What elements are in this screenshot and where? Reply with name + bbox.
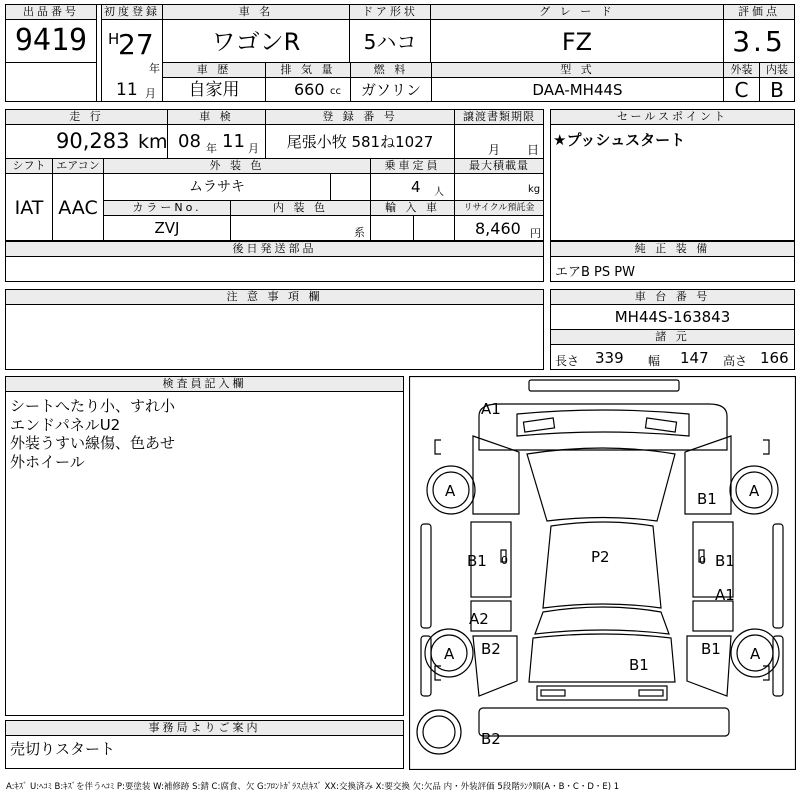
inspection-label: 車 検: [167, 109, 266, 125]
length-label: 長さ: [555, 354, 580, 368]
mark-right-front-fender: B1: [697, 490, 717, 508]
era: H: [108, 30, 120, 48]
color-no-label: カラーNo.: [103, 200, 231, 216]
fuel: ガソリン: [350, 77, 432, 102]
later-parts-label: 後日発送部品: [5, 241, 544, 257]
mark-trunk: B1: [629, 656, 649, 674]
chassis-number: MH44S-163843: [550, 304, 795, 330]
exterior-color-extra: [330, 173, 371, 201]
damage-diagram: [409, 376, 796, 770]
sales-point-label: セールスポイント: [550, 109, 795, 125]
caution-box: [5, 304, 544, 370]
mark-right-front-door: B1: [715, 552, 735, 570]
transfer-docs-label: 譲渡書類期限: [454, 109, 544, 125]
plate: 尾張小牧 581ね1027: [265, 124, 455, 159]
interior-color-cell: [230, 215, 371, 241]
interior-grade-label: 内装: [759, 62, 795, 78]
lot-blank: [5, 62, 97, 102]
chassis-label: 車 台 番 号: [550, 289, 795, 305]
mark-right-rear-wheel: A: [750, 645, 761, 663]
inspector-line-4: 外ホイール: [10, 453, 85, 471]
headlight-left: [523, 418, 554, 432]
door-type-label: ドア形状: [349, 4, 431, 20]
diagram-frame: [410, 377, 796, 770]
transfer-day-unit: 日: [527, 143, 540, 157]
color-no: ZVJ: [103, 215, 231, 241]
rear-glass-shape: [535, 607, 669, 634]
right-rear-door-shape: [693, 601, 733, 631]
mark-left-rear-door: A2: [469, 610, 489, 628]
dimensions-label: 諸 元: [550, 329, 795, 345]
equipment-text: エアB PS PW: [555, 265, 635, 280]
car-name-label: 車 名: [162, 4, 350, 20]
inspection-year-unit: 年: [206, 142, 217, 155]
dimensions-box: [550, 344, 795, 370]
inspector-line-1: シートへたり小、すれ小: [10, 397, 176, 415]
aircon: AAC: [52, 173, 104, 241]
headlight-right: [645, 418, 676, 432]
model-label: 型 式: [431, 62, 724, 78]
exterior-color-label: 外 装 色: [103, 158, 371, 174]
car-name: ワゴンR: [162, 19, 350, 63]
caution-label: 注 意 事 項 欄: [5, 289, 544, 305]
capacity-label: 乗車定員: [370, 158, 455, 174]
import-cell-b: [413, 215, 455, 241]
exterior-grade: C: [723, 77, 760, 102]
capacity-unit: 人: [434, 187, 444, 198]
inspector-line-3: 外装うすい線傷、色あせ: [10, 434, 176, 452]
mark-rear-bumper: B2: [481, 730, 501, 748]
width-label: 幅: [648, 354, 661, 368]
left-sill: [421, 524, 431, 628]
recycle-fee-label: リサイクル預託金: [454, 200, 544, 216]
height: 166: [760, 349, 789, 367]
shift: IAT: [5, 173, 53, 241]
transfer-month-unit: 月: [488, 143, 501, 157]
rear-light-right: [639, 690, 663, 696]
grade: FZ: [430, 19, 724, 63]
door-type: 5ハコ: [349, 19, 431, 63]
max-load-label: 最大積載量: [454, 158, 544, 174]
lot-number-label: 出品番号: [5, 4, 97, 20]
first-registration-label: 初度登録: [101, 4, 163, 20]
exterior-color: ムラサキ: [103, 173, 331, 201]
mark-small-right: 0: [699, 554, 706, 567]
mark-left-front-wheel: A: [445, 482, 456, 500]
first-reg-year: 27: [118, 28, 154, 61]
score: 3.5: [723, 19, 795, 63]
displacement-unit: cc: [330, 86, 341, 97]
mark-left-front-door: B1: [467, 552, 487, 570]
width: 147: [680, 349, 709, 367]
inspection-month-unit: 月: [248, 142, 259, 155]
inspection-year: 08: [178, 131, 201, 152]
recycle-fee: 8,460: [475, 219, 521, 238]
front-outline: [479, 404, 727, 450]
fuel-label: 燃 料: [350, 62, 432, 78]
mark-small-left: 0: [501, 554, 508, 567]
front-bumper-shape: [529, 380, 679, 391]
mark-left-rear-wheel: A: [444, 645, 455, 663]
rear-bumper-shape: [479, 708, 729, 736]
height-label: 高さ: [723, 354, 748, 368]
first-reg-month: 11: [116, 80, 138, 100]
import-label: 輸 入 車: [370, 200, 455, 216]
mileage-label: 走 行: [5, 109, 168, 125]
import-cell-a: [370, 215, 414, 241]
interior-color-unit: 系: [354, 226, 365, 239]
score-label: 評価点: [723, 4, 795, 20]
interior-color-label: 内 装 色: [230, 200, 371, 216]
displacement: 660: [294, 80, 325, 99]
trunk-shape: [529, 634, 675, 682]
office-notice-label: 事務局よりご案内: [5, 720, 404, 736]
hood-shape: [517, 410, 689, 436]
right-sill: [773, 524, 783, 628]
history: 自家用: [162, 77, 266, 102]
model: DAA-MH44S: [431, 77, 724, 102]
inspector-line-2: エンドパネルU2: [10, 416, 121, 434]
sales-point-text: ★プッシュスタート: [553, 131, 686, 149]
displacement-label: 排 気 量: [265, 62, 351, 78]
plate-label: 登 録 番 号: [265, 109, 455, 125]
left-front-fender-shape: [473, 436, 519, 514]
mark-right-rear-fender: B1: [701, 640, 721, 658]
mark-right-rear-door: A1: [715, 586, 735, 604]
inspector-label: 検査員記入欄: [5, 376, 404, 392]
interior-grade: B: [759, 77, 795, 102]
rear-panel-shape: [537, 686, 667, 700]
capacity: 4: [411, 178, 421, 196]
mileage: 90,283: [56, 129, 130, 153]
length: 339: [595, 349, 624, 367]
inspection-month: 11: [222, 131, 245, 152]
mark-roof: P2: [591, 548, 610, 566]
later-parts-box: [5, 256, 544, 282]
mark-front-bumper: A1: [481, 400, 501, 418]
rear-light-left: [541, 690, 565, 696]
equipment-label: 純 正 装 備: [550, 241, 795, 257]
grade-label: グ レ ー ド: [430, 4, 724, 20]
legend: A:ｷｽﾞ U:ﾍｺﾐ B:ｷｽﾞを伴うﾍｺﾐ P:要塗装 W:補修跡 S:錆 C:腐食、欠 G:ﾌﾛﾝﾄｶﾞﾗｽ点ｷｽﾞ XX:交換済み X:要交換 欠:欠品 内・外装評価 5段階ﾗﾝｸ順(A・B・C・D・E) 1: [6, 782, 620, 792]
year-unit: 年: [149, 62, 160, 75]
shift-label: シフト: [5, 158, 53, 174]
windshield-shape: [527, 448, 675, 521]
max-load-unit: kg: [528, 184, 541, 195]
mark-left-rear-fender: B2: [481, 640, 501, 658]
history-label: 車 歴: [162, 62, 266, 78]
lot-number: 9419: [5, 19, 97, 63]
aircon-label: エアコン: [52, 158, 104, 174]
mark-right-front-wheel: A: [749, 482, 760, 500]
recycle-fee-unit: 円: [530, 227, 541, 240]
exterior-grade-label: 外装: [723, 62, 760, 78]
month-unit: 月: [145, 87, 156, 100]
mileage-unit: km: [138, 131, 168, 153]
office-notice-text: 売切りスタート: [10, 740, 116, 758]
